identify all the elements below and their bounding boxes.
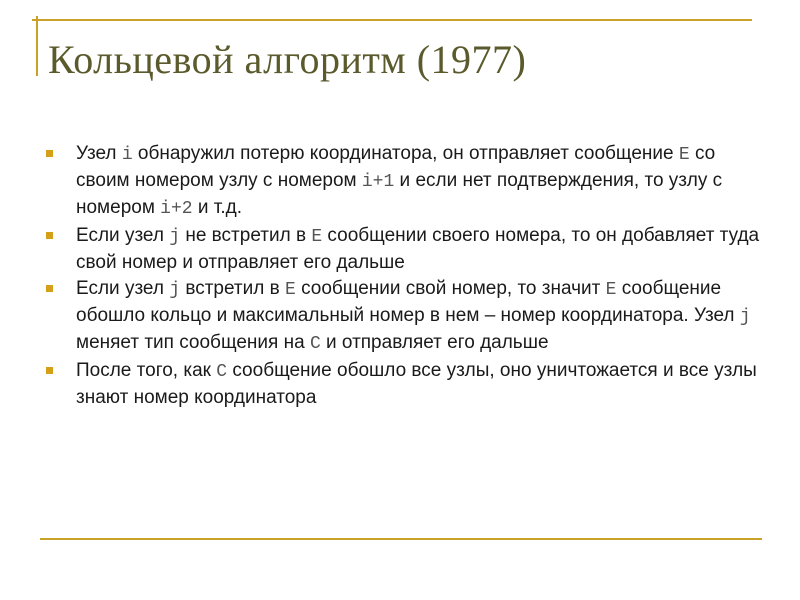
left-accent-divider [36, 16, 38, 76]
bullet-text: меняет тип сообщения на [76, 332, 310, 353]
inline-code: E [311, 227, 323, 247]
inline-code: E [678, 145, 690, 165]
square-bullet-icon [46, 232, 53, 239]
bullet-text: сообщении своего номера, то он добавляет туда свой номер и отправляет его дальше [76, 225, 760, 273]
inline-code: E [284, 280, 296, 300]
square-bullet-icon [46, 285, 53, 292]
bullet-item [44, 223, 764, 275]
bullet-text: сообщении свой номер, то значит [295, 278, 606, 299]
bullet-text: со своим номером узлу с номером [76, 143, 716, 191]
bottom-divider [40, 538, 762, 540]
bullet-text: сообщение обошло все узлы, оно уничтожается и все узлы знают номер координатора [76, 360, 757, 408]
bullet-item [44, 358, 764, 410]
slide-title: Кольцевой алгоритм (1977) [48, 37, 527, 82]
bullet-text: встретил в [180, 278, 285, 299]
inline-code: C [309, 334, 321, 354]
bullet-item [44, 141, 764, 222]
inline-code: j [739, 307, 751, 327]
square-bullet-icon [46, 150, 53, 157]
bullet-list [44, 141, 764, 411]
inline-code: i+2 [160, 199, 193, 219]
bullet-text: и отправляет его дальше [320, 332, 549, 353]
bullet-text: обнаружил потерю координатора, он отправляет сообщение [132, 143, 679, 164]
bullet-text: не встретил в [180, 225, 312, 246]
bullet-text: и если нет подтверждения, то узлу с номером [76, 170, 723, 218]
top-divider [32, 19, 752, 21]
bullet-text: Если узел [76, 225, 170, 246]
bullet-text: сообщение обошло кольцо и максимальный номер в нем – номер координатора. Узел [76, 278, 740, 326]
bullet-text: Если узел [76, 278, 170, 299]
inline-code: j [169, 227, 181, 247]
inline-code: i+1 [361, 172, 395, 192]
inline-code: i [121, 145, 133, 165]
square-bullet-icon [46, 367, 53, 374]
inline-code: E [605, 280, 617, 300]
bullet-text: Узел [76, 143, 122, 164]
inline-code: C [216, 362, 228, 382]
inline-code: j [169, 280, 181, 300]
bullet-text: и т.д. [192, 197, 242, 218]
bullet-item [44, 276, 764, 357]
bullet-text: После того, как [76, 360, 217, 381]
